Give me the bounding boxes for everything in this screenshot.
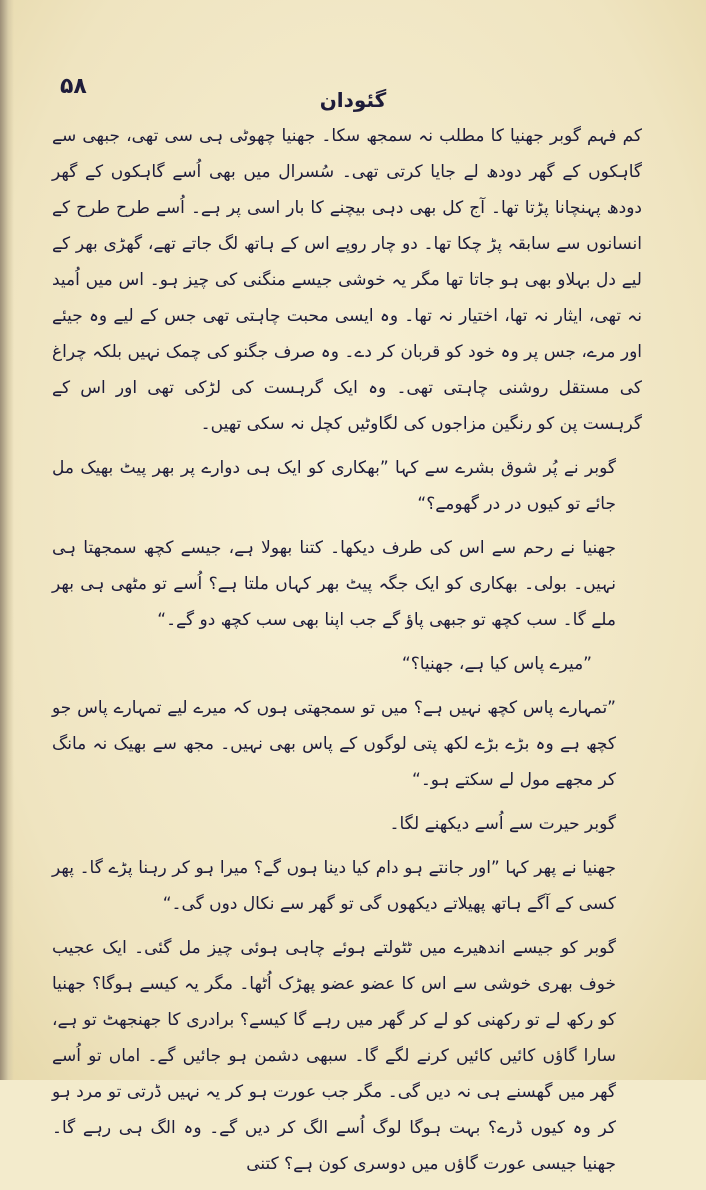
paragraph: جھنیا نے رحم سے اس کی طرف دیکھا۔ کتنا بھولا ہے، جیسے کچھ سمجھتا ہی نہیں۔ بولی۔ بھکاری کو ایک جگہ پیٹ بھر کہاں ملتا ہے؟ اُسے تو مٹھی ہی بھر ملے گا۔ سب کچھ تو جبھی پاؤ گے جب اپنا بھی سب کچھ دو گے۔“ bbox=[52, 538, 616, 630]
paragraph: جھنیا نے پھر کہا ”اور جانتے ہو دام کیا دینا ہوں گے؟ میرا ہو کر رہنا پڑے گا۔ پھر کسی کے آگے ہاتھ پھیلاتے دیکھوں گی تو گھر سے نکال دوں گی۔“ bbox=[52, 858, 616, 914]
paragraph: گوبر حیرت سے اُسے دیکھنے لگا۔ bbox=[389, 814, 616, 834]
paragraph: کم فہم گوبر جھنیا کا مطلب نہ سمجھ سکا۔ جھنیا چھوٹی ہی سی تھی، جبھی سے گاہکوں کے گھر دودھ لے جایا کرتی تھی۔ سُسرال میں بھی اُسے گاہکوں کے گھر دودھ پہنچانا پڑتا تھا۔ آج کل بھی دہی بیچنے کا بار اسی پر ہے۔ اُسے طرح طرح کے انسانوں سے سابقہ پڑ چکا تھا۔ دو چار روپے اس کے ہاتھ لگ جاتے تھے، گھڑی بھر کے لیے دل بہلاو بھی ہو جاتا تھا مگر یہ خوشی جیسے منگنی کی چیز ہو۔ اس میں اُمید نہ تھی، ایثار نہ تھا، اختیار نہ تھا۔ وہ ایسی محبت چاہتی تھی جس کے لیے وہ جیئے اور مرے، جس پر وہ خود کو قربان کر دے۔ وہ صرف جگنو کی چمک نہیں بلکہ چراغ کی مستقل روشنی چاہتی تھی۔ وہ ایک گرہست کی لڑکی تھی اور اس کے گرہست پن کو رنگین مزاجوں کی لگاوٹیں کچل نہ سکی تھیں۔ bbox=[52, 126, 642, 434]
paragraph: ”میرے پاس کیا ہے، جھنیا؟“ bbox=[401, 654, 592, 674]
running-title: گئودان bbox=[319, 88, 387, 112]
page-header bbox=[60, 74, 646, 114]
paragraph: گوبر کو جیسے اندھیرے میں ٹٹولتے ہوئے چاہی ہوئی چیز مل گئی۔ ایک عجیب خوف بھری خوشی سے اس کا عضو عضو پھڑک اُٹھا۔ مگر یہ کیسے ہوگا؟ جھنیا کو رکھ لے تو رکھنی کو لے کر گھر میں رہے گا کیسے؟ برادری کا جھنجھٹ تو ہے، سارا گاؤں کائیں کائیں کرنے لگے گا۔ سبھی دشمن ہو جائیں گے۔ اماں تو اُسے گھر میں گھسنے ہی نہ دیں گی۔ مگر جب عورت ہو کر یہ نہیں ڈرتی تو مرد ہو کر وہ کیوں ڈرے؟ بہت ہوگا لوگ اُسے الگ کر دیں گے۔ وہ الگ ہی رہے گا۔ جھنیا جیسی عورت گاؤں میں دوسری کون ہے؟ کتنی bbox=[52, 938, 616, 1174]
page-number: ۵۸ bbox=[60, 74, 87, 99]
body-text bbox=[52, 118, 642, 1190]
paragraph: ”تمہارے پاس کچھ نہیں ہے؟ میں تو سمجھتی ہوں کہ میرے لیے تمہارے پاس جو کچھ ہے وہ بڑے بڑے لکھ پتی لوگوں کے پاس بھی نہیں۔ مجھ سے بھیک نہ مانگ کر مجھے مول لے سکتے ہو۔“ bbox=[52, 698, 616, 790]
paragraph: گوبر نے پُر شوق بشرے سے کہا ”بھکاری کو ایک ہی دوارے پر بھر پیٹ بھیک مل جائے تو کیوں در در گھومے؟“ bbox=[52, 458, 616, 514]
page-gutter-shadow bbox=[0, 0, 14, 1080]
